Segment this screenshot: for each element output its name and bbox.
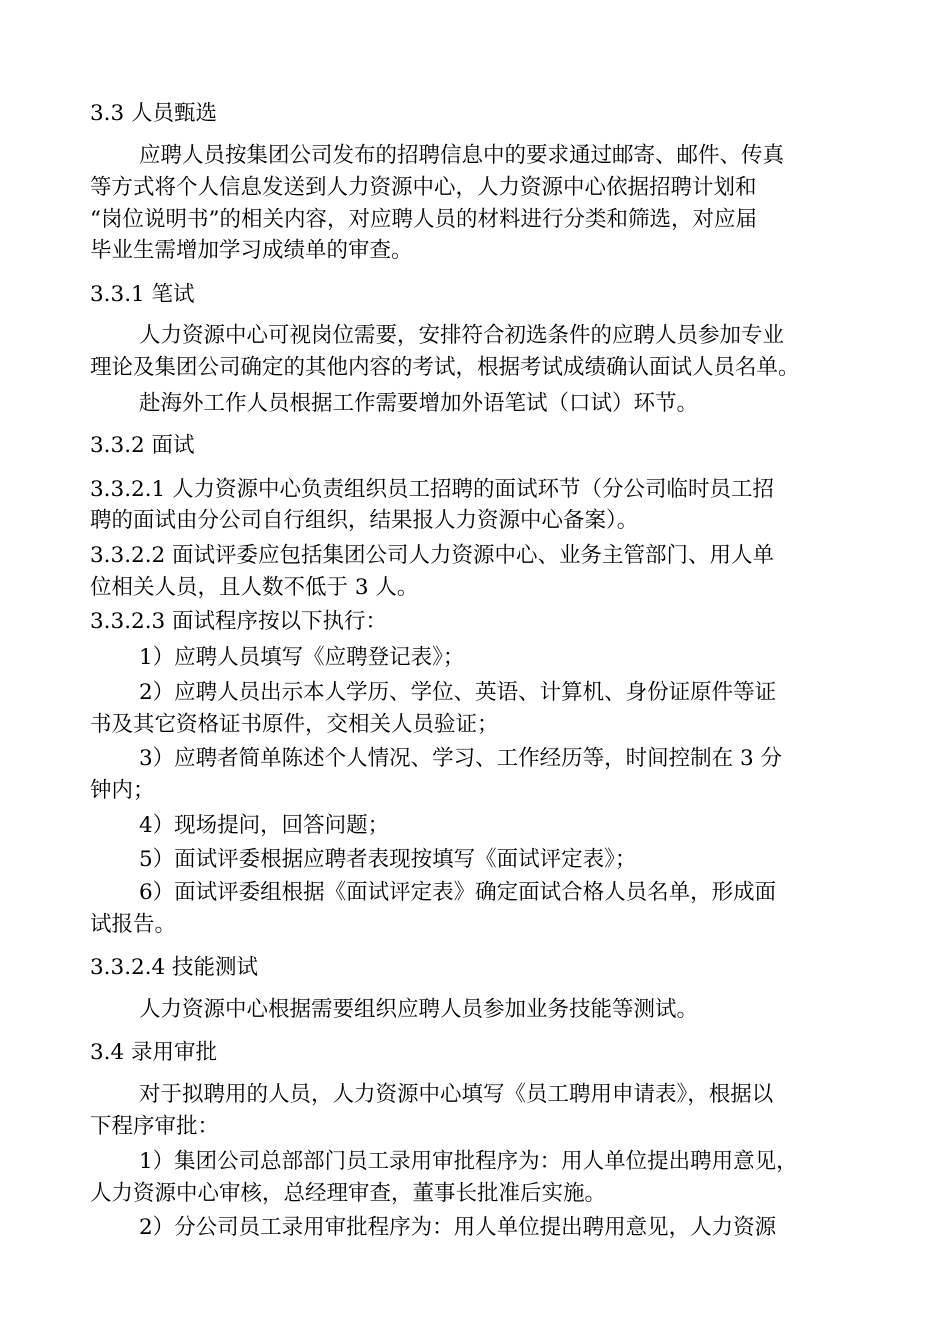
step-line: 1）集团公司总部部门员工录用审批程序为：用人单位提出聘用意见，	[139, 1149, 798, 1174]
section-heading-3-3-2: 3.3.2 面试	[90, 433, 195, 458]
step-line: 1）应聘人员填写《应聘登记表》；	[139, 645, 465, 670]
clause-3-3-2-4-heading: 3.3.2.4 技能测试	[90, 955, 259, 980]
paragraph-line: 毕业生需增加学习成绩单的审查。	[90, 238, 413, 263]
step-line: 4）现场提问，回答问题；	[139, 813, 390, 838]
paragraph-line: 下程序审批：	[90, 1114, 220, 1139]
step-line: 3）应聘者简单陈述个人情况、学习、工作经历等，时间控制在 3 分	[139, 746, 783, 771]
clause-3-3-2-1-line: 3.3.2.1 人力资源中心负责组织员工招聘的面试环节（分公司临时员工招	[90, 477, 775, 502]
step-line: 人力资源中心审核，总经理审查，董事长批准后实施。	[90, 1181, 607, 1206]
clause-3-3-2-2-line: 3.3.2.2 面试评委应包括集团公司人力资源中心、业务主管部门、用人单	[90, 543, 775, 568]
step-line: 5）面试评委根据应聘者表现按填写《面试评定表》；	[139, 847, 637, 872]
section-heading-3-3: 3.3 人员甄选	[90, 101, 218, 126]
step-line: 2）分公司员工录用审批程序为：用人单位提出聘用意见，人力资源	[139, 1215, 777, 1240]
paragraph-line: 赴海外工作人员根据工作需要增加外语笔试（口试）环节。	[139, 391, 699, 416]
paragraph-line: 等方式将个人信息发送到人力资源中心，人力资源中心依据招聘计划和	[90, 175, 757, 200]
clause-3-3-2-1-line: 聘的面试由分公司自行组织，结果报人力资源中心备案）。	[90, 508, 639, 533]
paragraph-line: 对于拟聘用的人员，人力资源中心填写《员工聘用申请表》，根据以	[139, 1082, 774, 1107]
paragraph-line: 人力资源中心根据需要组织应聘人员参加业务技能等测试。	[139, 997, 699, 1022]
step-line: 6）面试评委组根据《面试评定表》确定面试合格人员名单，形成面	[139, 880, 777, 905]
step-line: 钟内；	[90, 778, 155, 803]
paragraph-line: 理论及集团公司确定的其他内容的考试，根据考试成绩确认面试人员名单。	[90, 355, 800, 380]
paragraph-line: 人力资源中心可视岗位需要，安排符合初选条件的应聘人员参加专业	[139, 323, 785, 348]
step-line: 2）应聘人员出示本人学历、学位、英语、计算机、身份证原件等证	[139, 680, 777, 705]
step-line: 试报告。	[90, 912, 177, 937]
section-heading-3-3-1: 3.3.1 笔试	[90, 282, 195, 307]
paragraph-line: “岗位说明书”的相关内容，对应聘人员的材料进行分类和筛选，对应届	[90, 207, 757, 232]
step-line: 书及其它资格证书原件，交相关人员验证；	[90, 712, 499, 737]
paragraph-line: 应聘人员按集团公司发布的招聘信息中的要求通过邮寄、邮件、传真	[139, 143, 785, 168]
clause-3-3-2-2-line: 位相关人员，且人数不低于 3 人。	[90, 575, 419, 600]
section-heading-3-4: 3.4 录用审批	[90, 1040, 218, 1065]
clause-3-3-2-3-heading: 3.3.2.3 面试程序按以下执行：	[90, 609, 388, 634]
